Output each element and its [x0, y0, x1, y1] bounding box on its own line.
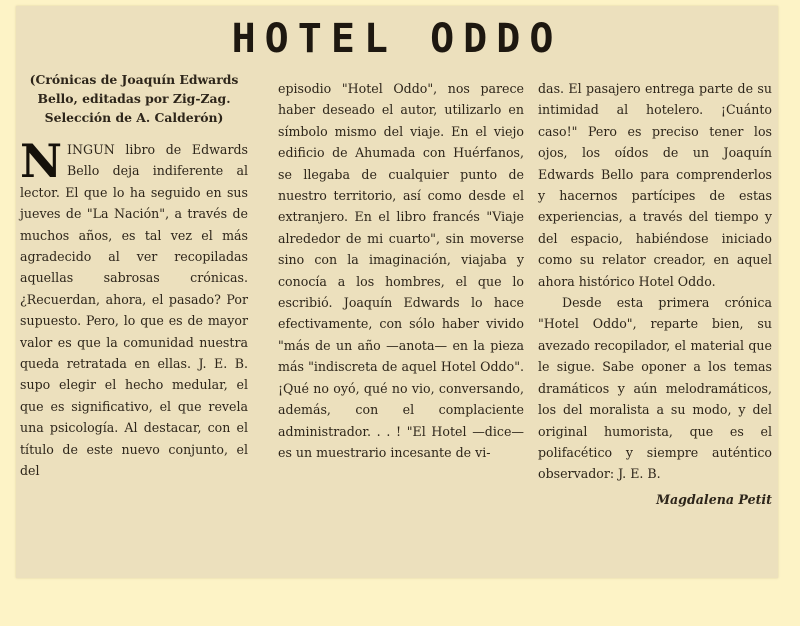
newspaper-clipping: [16, 6, 778, 578]
column-3: [538, 78, 772, 510]
article-headline: HOTEL ODDO: [231, 16, 563, 62]
drop-cap: N: [20, 134, 63, 188]
column-1-text: INGUN libro de Edwards Bello deja indiferente al lector. El que lo ha seguido en sus jueves de "La Nación", a través de muchos años, es tal vez el más agradecido al ver recopiladas aquellas sabrosas crónicas. ¿Recuerdan, ahora, el pasado? Por supuesto. Pero, lo que es de mayor valor es que la comunidad nuestra queda retratada en ellas. J. E. B. supo elegir el hecho medular, el que es significativo, el que revela una psicología. Al destacar, con el título de este nuevo conjunto, el del: [20, 142, 248, 479]
article-credit: (Crónicas de Joaquín Edwards Bello, editadas por Zig-Zag. Selección de A. Calderón): [29, 72, 239, 125]
column-2-text: episodio "Hotel Oddo", nos parece haber deseado el autor, utilizarlo en símbolo mismo del viaje. En el viejo edificio de Ahumada con Huérfanos, se llegaba de cualquier punto de nuestro territorio, así como desde el extranjero. En el libro francés "Viaje alrededor de mi cuarto", sin moverse sino con la imaginación, viajaba y conocía a los hombres, el que lo escribió. Joaquín Edwards lo hace efectivamente, con sólo haber vivido "más de un año —anota— en la pieza más "indiscreta de aquel Hotel Oddo". ¡Qué no oyó, qué no vio, conversando, además, con el complaciente administrador. . . ! "El Hotel —dice— es un muestrario incesante de vi-: [278, 81, 524, 460]
column-3-paragraph-1: das. El pasajero entrega parte de su intimidad al hotelero. ¡Cuánto caso!" Pero es preciso tener los ojos, los oídos de un Joaquín Edwards Bello para comprenderlos y hacernos partícipes de estas experiencias, a través del tiempo y del espacio, habiéndose iniciado como su relator creador, en aquel ahora histórico Hotel Oddo.: [538, 81, 772, 289]
column-1: [20, 70, 248, 482]
column-1-paragraph: [20, 134, 248, 482]
column-2: [278, 78, 524, 463]
column-3-paragraph-2: Desde esta primera crónica "Hotel Oddo", reparte bien, su avezado recopilador, el material que le sigue. Sabe oponer a los temas dramáticos y aún melodramáticos, los del moralista a su modo, y del original humorista, que es el polifacético y siempre auténtico observador: J. E. B.: [538, 295, 772, 482]
author-signature: Magdalena Petit: [656, 491, 772, 507]
